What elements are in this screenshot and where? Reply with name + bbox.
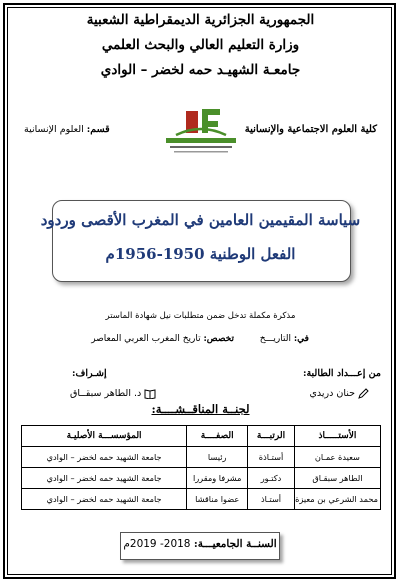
academic-year bbox=[120, 538, 280, 550]
supervisor-name-row bbox=[70, 388, 156, 399]
department-value: العلوم الإنسانية bbox=[24, 124, 84, 135]
ministry-header: وزارة التعليم العالي والبحث العلمي bbox=[101, 37, 300, 53]
student-name-row bbox=[309, 388, 369, 399]
professor-cell: محمد الشرعي بن معيزة bbox=[294, 489, 380, 510]
logo-bar bbox=[166, 138, 236, 143]
book-icon bbox=[144, 389, 156, 399]
header-role: الصفــــة bbox=[187, 426, 248, 447]
professor-cell: سعيدة عمـان bbox=[294, 447, 380, 468]
table-row bbox=[22, 489, 381, 510]
rank-cell: أستـاذ bbox=[248, 489, 295, 510]
institution-cell: جامعة الشهيد حمه لخضر – الوادي bbox=[22, 468, 187, 489]
field-label: في: bbox=[293, 334, 309, 344]
rank-cell: دكتـور bbox=[248, 468, 295, 489]
field-specialty-row bbox=[91, 334, 309, 344]
pen-icon bbox=[358, 388, 369, 399]
student-label: من إعـــداد الطالبة: bbox=[302, 368, 381, 379]
header-professor: الأستـــــاذ bbox=[294, 426, 380, 447]
professor-cell: الطاهر سبقـاق bbox=[294, 468, 380, 489]
memo-statement: مذكرة مكملة تدخل ضمن متطلبات نيل شهادة الماستر bbox=[105, 311, 296, 321]
committee-table bbox=[21, 425, 381, 510]
thesis-title-line1: سياسة المقيمين العامين في المغرب الأقصى وردود bbox=[40, 211, 361, 229]
academic-year-value: 2018- 2019م bbox=[123, 538, 191, 550]
header-institution: المؤسســـة الأصليـة bbox=[22, 426, 187, 447]
thesis-title-line2: الفعل الوطنية 1950-1956م bbox=[105, 245, 296, 263]
role-cell: مشرفا ومقررا bbox=[187, 468, 248, 489]
committee-title: لجنــة المناقــشــــة: bbox=[151, 402, 250, 416]
rank-cell: أستـاذة bbox=[248, 447, 295, 468]
institution-cell: جامعة الشهيد حمه لخضر – الوادي bbox=[22, 447, 187, 468]
specialty-label: تخصص: bbox=[203, 334, 234, 344]
department bbox=[24, 124, 110, 135]
academic-year-label: السنــة الجامعيـــة: bbox=[193, 538, 277, 550]
university-header: جامعـة الشهيـد حمه لخضر – الوادي bbox=[100, 62, 301, 78]
university-logo bbox=[156, 105, 246, 157]
republic-header: الجمهورية الجزائرية الديمقراطية الشعبية bbox=[86, 12, 315, 28]
faculty-name: كلية العلوم الاجتماعية والإنسانية bbox=[244, 124, 377, 135]
table-row bbox=[22, 468, 381, 489]
supervisor-name: د. الطاهر سبقــاق bbox=[70, 388, 142, 399]
institution-cell: جامعة الشهيد حمه لخضر – الوادي bbox=[22, 489, 187, 510]
logo-underline-2 bbox=[174, 151, 228, 153]
role-cell: رئيسا bbox=[187, 447, 248, 468]
committee-header-row bbox=[22, 426, 381, 447]
header-rank: الرتبـــة bbox=[248, 426, 295, 447]
logo-underline bbox=[170, 146, 232, 148]
specialty-value: تاريخ المغرب العربي المعاصر bbox=[91, 334, 201, 344]
role-cell: عضوا مناقشا bbox=[187, 489, 248, 510]
table-row bbox=[22, 447, 381, 468]
department-label: قسم: bbox=[86, 124, 110, 135]
student-name: حنان دريدي bbox=[309, 388, 355, 399]
field-value: التاريـــخ bbox=[259, 334, 291, 344]
supervisor-label: إشـراف: bbox=[72, 368, 107, 379]
logo-arc bbox=[176, 129, 226, 135]
